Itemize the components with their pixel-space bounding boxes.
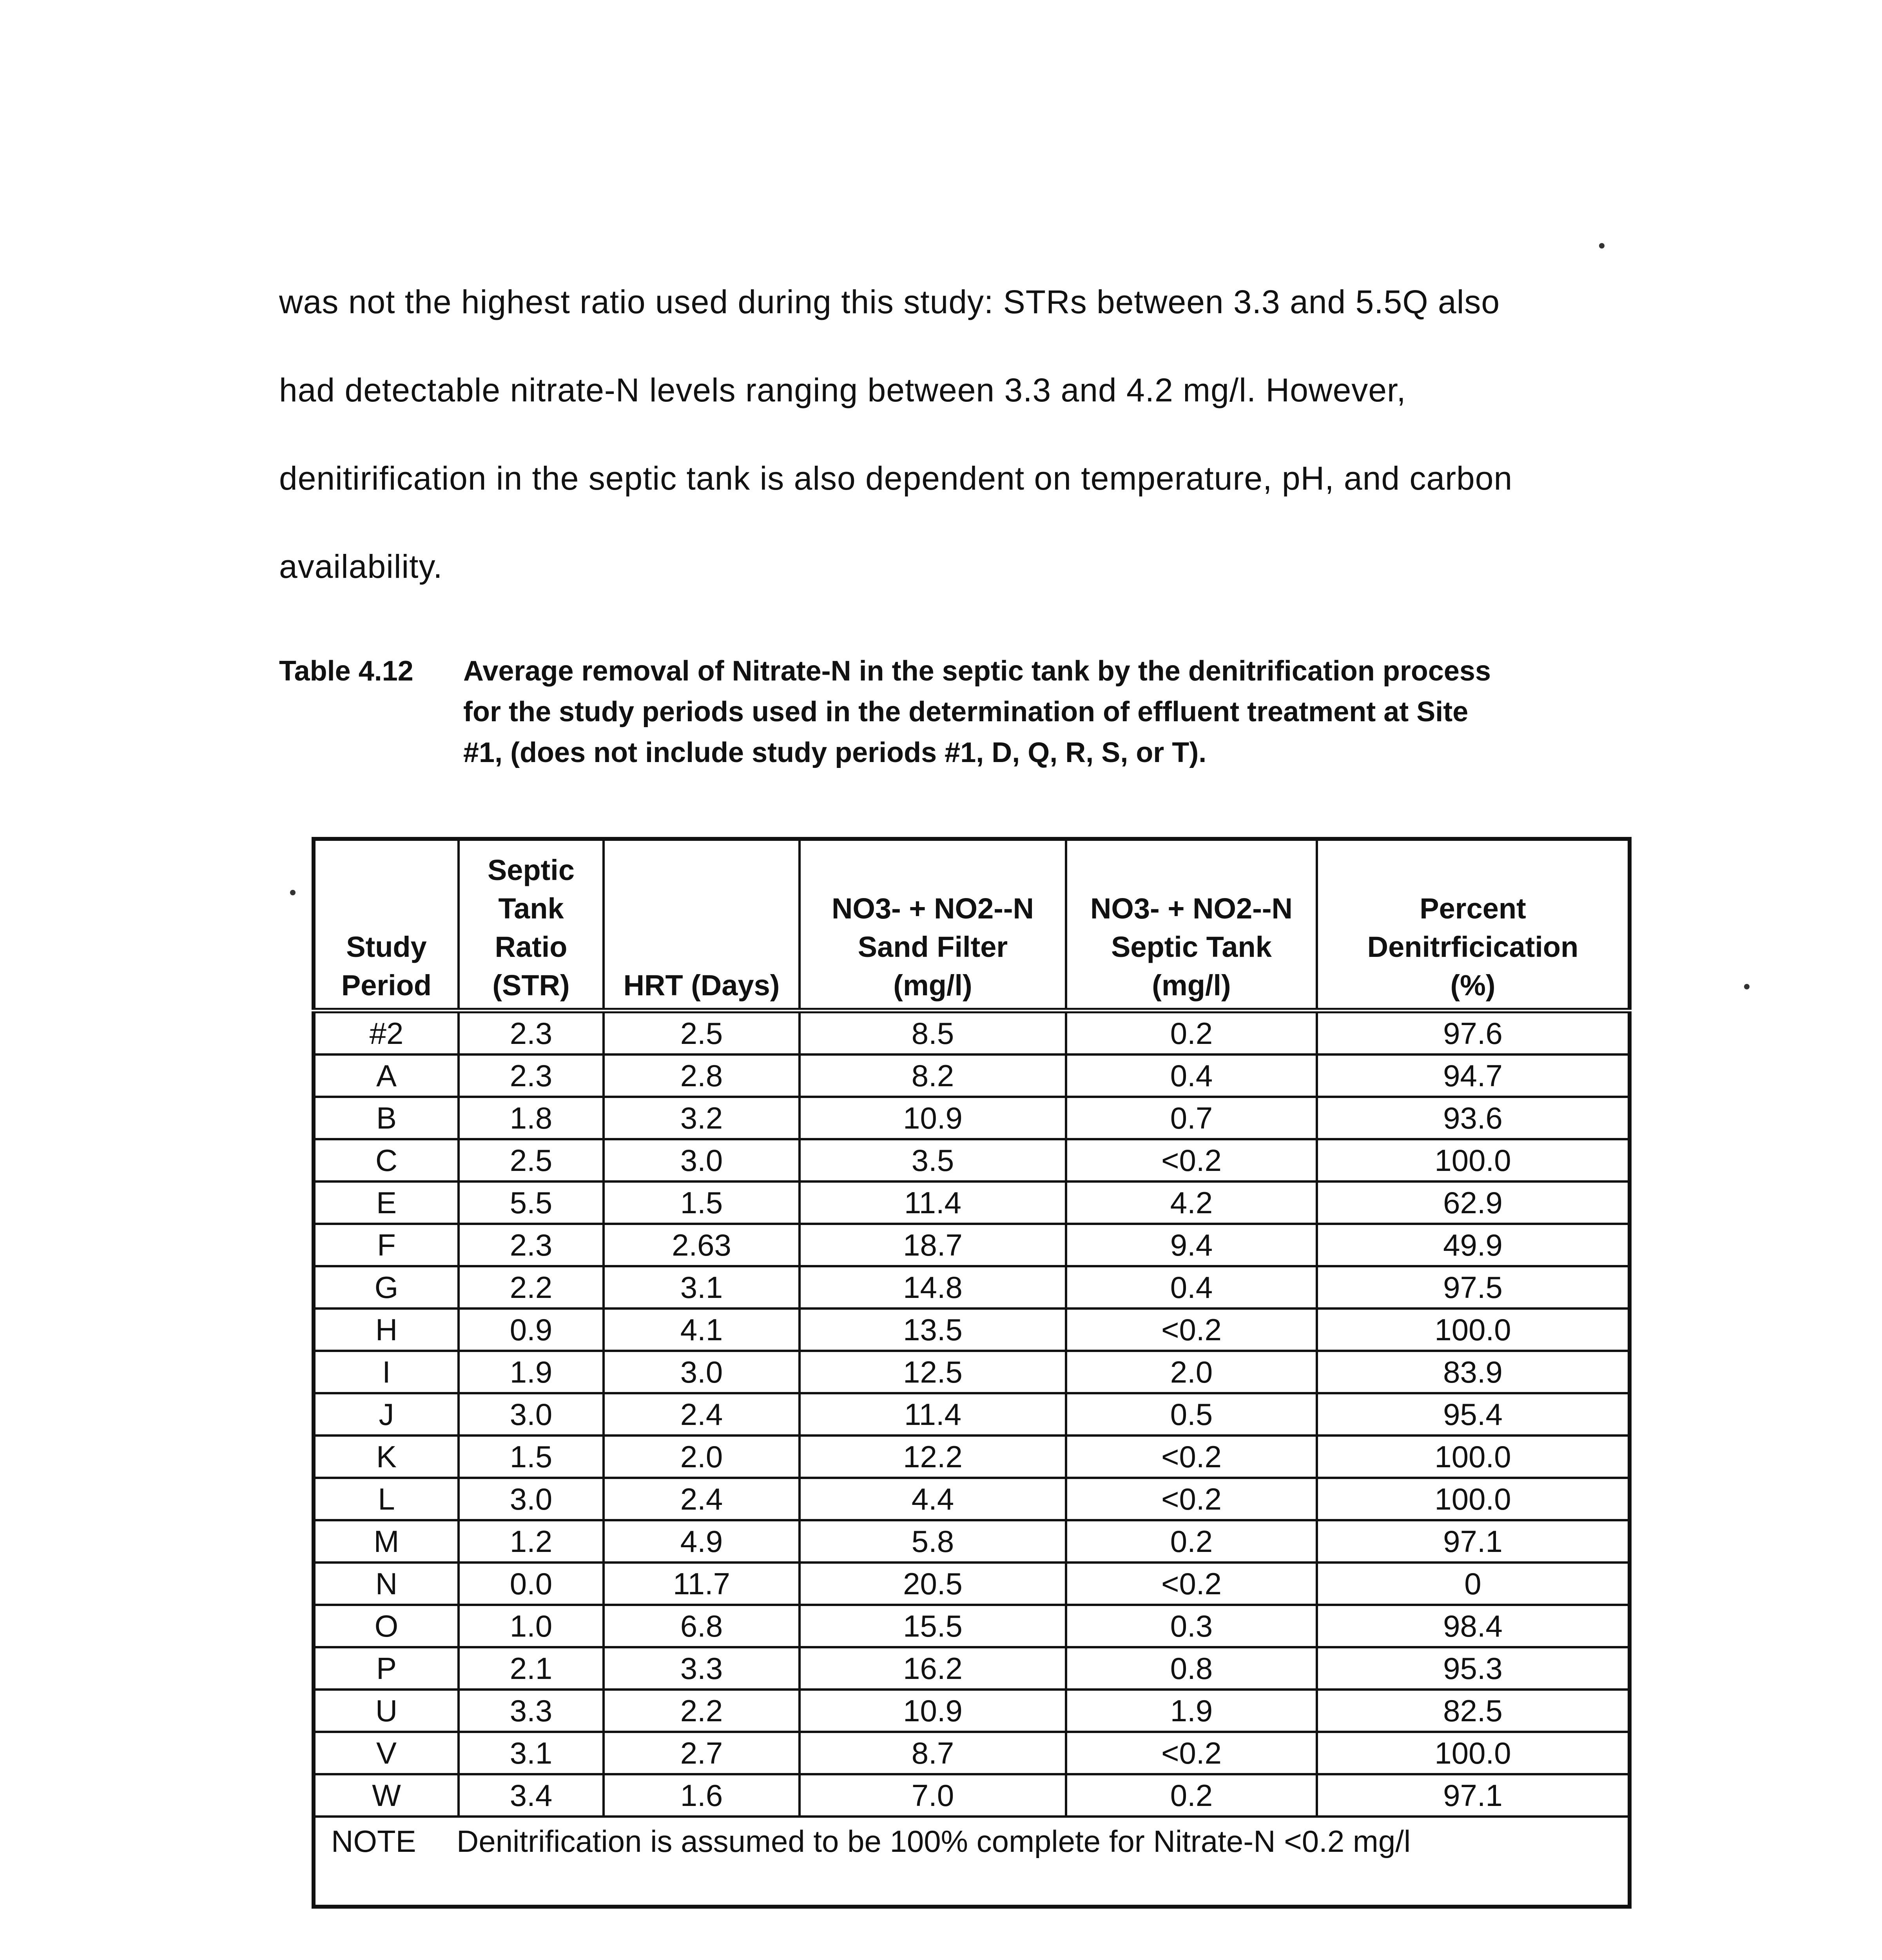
cell-septic-tank: 0.7 bbox=[1066, 1097, 1317, 1139]
scan-speck bbox=[1599, 243, 1605, 249]
cell-str: 5.5 bbox=[459, 1181, 604, 1224]
cell-study-period: H bbox=[314, 1308, 459, 1351]
caption-line: #1, (does not include study periods #1, D, Q, R, S, or T). bbox=[463, 737, 1207, 768]
paragraph-top-line: had detectable nitrate-N levels ranging between 3.3 and 4.2 mg/l. However, bbox=[279, 372, 1406, 408]
cell-percent: 62.9 bbox=[1317, 1181, 1630, 1224]
table-row bbox=[314, 1732, 1630, 1774]
table-header-row bbox=[314, 839, 1630, 1011]
header-line: HRT (Days) bbox=[623, 969, 780, 1002]
cell-study-period: C bbox=[314, 1139, 459, 1181]
cell-study-period: W bbox=[314, 1774, 459, 1817]
cell-hrt: 3.0 bbox=[604, 1351, 800, 1393]
cell-str: 2.5 bbox=[459, 1139, 604, 1181]
cell-hrt: 2.5 bbox=[604, 1011, 800, 1054]
cell-study-period: M bbox=[314, 1520, 459, 1563]
header-sand-filter bbox=[800, 839, 1066, 1011]
cell-septic-tank: 2.0 bbox=[1066, 1351, 1317, 1393]
table-row bbox=[314, 1478, 1630, 1520]
cell-septic-tank: 0.3 bbox=[1066, 1605, 1317, 1647]
caption-line: for the study periods used in the determination of effluent treatment at Site bbox=[463, 696, 1469, 728]
cell-study-period: K bbox=[314, 1436, 459, 1478]
caption-line: Average removal of Nitrate-N in the septic tank by the denitrification process bbox=[463, 655, 1491, 687]
header-line: Ratio bbox=[495, 931, 568, 963]
cell-septic-tank: 4.2 bbox=[1066, 1181, 1317, 1224]
cell-study-period: G bbox=[314, 1266, 459, 1308]
cell-percent: 97.6 bbox=[1317, 1011, 1630, 1054]
header-line: (mg/l) bbox=[893, 969, 972, 1002]
cell-sand-filter: 11.4 bbox=[800, 1181, 1066, 1224]
cell-str: 2.3 bbox=[459, 1224, 604, 1266]
cell-str: 0.0 bbox=[459, 1563, 604, 1605]
table-row bbox=[314, 1097, 1630, 1139]
header-line: Sand Filter bbox=[858, 931, 1008, 963]
cell-hrt: 4.9 bbox=[604, 1520, 800, 1563]
cell-percent: 97.5 bbox=[1317, 1266, 1630, 1308]
cell-percent: 82.5 bbox=[1317, 1690, 1630, 1732]
cell-septic-tank: <0.2 bbox=[1066, 1732, 1317, 1774]
paragraph-top-line: denitirification in the septic tank is also dependent on temperature, pH, and carbon bbox=[279, 460, 1513, 497]
cell-study-period: E bbox=[314, 1181, 459, 1224]
note-label: NOTE bbox=[331, 1824, 416, 1858]
cell-str: 3.4 bbox=[459, 1774, 604, 1817]
cell-str: 2.2 bbox=[459, 1266, 604, 1308]
cell-str: 2.3 bbox=[459, 1054, 604, 1097]
cell-str: 1.0 bbox=[459, 1605, 604, 1647]
scan-speck bbox=[290, 890, 296, 895]
cell-hrt: 2.0 bbox=[604, 1436, 800, 1478]
cell-str: 1.9 bbox=[459, 1351, 604, 1393]
cell-sand-filter: 8.2 bbox=[800, 1054, 1066, 1097]
table-row bbox=[314, 1647, 1630, 1690]
cell-sand-filter: 3.5 bbox=[800, 1139, 1066, 1181]
cell-sand-filter: 10.9 bbox=[800, 1097, 1066, 1139]
header-line: Septic Tank bbox=[1111, 931, 1272, 963]
cell-sand-filter: 15.5 bbox=[800, 1605, 1066, 1647]
cell-study-period: O bbox=[314, 1605, 459, 1647]
cell-hrt: 3.1 bbox=[604, 1266, 800, 1308]
cell-sand-filter: 20.5 bbox=[800, 1563, 1066, 1605]
cell-str: 3.1 bbox=[459, 1732, 604, 1774]
header-line: NO3- + NO2--N bbox=[1090, 892, 1293, 925]
header-line: (STR) bbox=[492, 969, 570, 1002]
table-caption bbox=[279, 651, 1674, 773]
cell-str: 1.2 bbox=[459, 1520, 604, 1563]
header-line: Septic bbox=[487, 854, 575, 886]
cell-study-period: J bbox=[314, 1393, 459, 1436]
table-row bbox=[314, 1774, 1630, 1817]
cell-septic-tank: <0.2 bbox=[1066, 1478, 1317, 1520]
cell-sand-filter: 7.0 bbox=[800, 1774, 1066, 1817]
table-body bbox=[314, 1011, 1630, 1817]
scan-speck bbox=[1744, 984, 1750, 989]
cell-sand-filter: 14.8 bbox=[800, 1266, 1066, 1308]
cell-percent: 83.9 bbox=[1317, 1351, 1630, 1393]
cell-sand-filter: 12.5 bbox=[800, 1351, 1066, 1393]
cell-sand-filter: 8.7 bbox=[800, 1732, 1066, 1774]
cell-septic-tank: <0.2 bbox=[1066, 1139, 1317, 1181]
cell-hrt: 11.7 bbox=[604, 1563, 800, 1605]
cell-sand-filter: 16.2 bbox=[800, 1647, 1066, 1690]
cell-hrt: 2.4 bbox=[604, 1393, 800, 1436]
cell-study-period: N bbox=[314, 1563, 459, 1605]
cell-study-period: L bbox=[314, 1478, 459, 1520]
cell-study-period: U bbox=[314, 1690, 459, 1732]
table-row bbox=[314, 1308, 1630, 1351]
cell-str: 0.9 bbox=[459, 1308, 604, 1351]
cell-septic-tank: 9.4 bbox=[1066, 1224, 1317, 1266]
cell-percent: 97.1 bbox=[1317, 1520, 1630, 1563]
cell-str: 1.5 bbox=[459, 1436, 604, 1478]
cell-percent: 100.0 bbox=[1317, 1308, 1630, 1351]
cell-percent: 49.9 bbox=[1317, 1224, 1630, 1266]
cell-study-period: B bbox=[314, 1097, 459, 1139]
header-line: NO3- + NO2--N bbox=[831, 892, 1034, 925]
header-line: Period bbox=[341, 969, 432, 1002]
cell-sand-filter: 18.7 bbox=[800, 1224, 1066, 1266]
cell-septic-tank: 0.5 bbox=[1066, 1393, 1317, 1436]
cell-str: 1.8 bbox=[459, 1097, 604, 1139]
cell-septic-tank: 1.9 bbox=[1066, 1690, 1317, 1732]
header-line: Denitrficication bbox=[1367, 931, 1579, 963]
header-line: Percent bbox=[1420, 892, 1526, 925]
cell-study-period: P bbox=[314, 1647, 459, 1690]
cell-hrt: 3.0 bbox=[604, 1139, 800, 1181]
table-row bbox=[314, 1266, 1630, 1308]
header-hrt bbox=[604, 839, 800, 1011]
cell-hrt: 2.8 bbox=[604, 1054, 800, 1097]
cell-percent: 100.0 bbox=[1317, 1732, 1630, 1774]
caption-label: Table 4.12 bbox=[279, 655, 413, 687]
table-row bbox=[314, 1436, 1630, 1478]
header-line: (mg/l) bbox=[1152, 969, 1231, 1002]
header-septic-tank bbox=[1066, 839, 1317, 1011]
cell-str: 2.3 bbox=[459, 1011, 604, 1054]
cell-str: 3.3 bbox=[459, 1690, 604, 1732]
paragraph-top-line: was not the highest ratio used during this study: STRs between 3.3 and 5.5Q also bbox=[279, 283, 1500, 320]
cell-hrt: 6.8 bbox=[604, 1605, 800, 1647]
cell-hrt: 2.4 bbox=[604, 1478, 800, 1520]
header-str bbox=[459, 839, 604, 1011]
cell-sand-filter: 13.5 bbox=[800, 1308, 1066, 1351]
header-study-period bbox=[314, 839, 459, 1011]
cell-septic-tank: <0.2 bbox=[1066, 1308, 1317, 1351]
cell-percent: 98.4 bbox=[1317, 1605, 1630, 1647]
table-row bbox=[314, 1393, 1630, 1436]
cell-study-period: #2 bbox=[314, 1011, 459, 1054]
cell-hrt: 3.3 bbox=[604, 1647, 800, 1690]
cell-sand-filter: 4.4 bbox=[800, 1478, 1066, 1520]
table-note-row bbox=[314, 1817, 1630, 1907]
header-line: Tank bbox=[498, 892, 564, 925]
cell-percent: 93.6 bbox=[1317, 1097, 1630, 1139]
cell-percent: 100.0 bbox=[1317, 1436, 1630, 1478]
cell-study-period: V bbox=[314, 1732, 459, 1774]
paragraph-top-line: availability. bbox=[279, 548, 443, 585]
table-row bbox=[314, 1605, 1630, 1647]
table-row bbox=[314, 1011, 1630, 1054]
table-row bbox=[314, 1690, 1630, 1732]
cell-percent: 0 bbox=[1317, 1563, 1630, 1605]
cell-septic-tank: 0.4 bbox=[1066, 1054, 1317, 1097]
cell-hrt: 2.7 bbox=[604, 1732, 800, 1774]
header-line: (%) bbox=[1450, 969, 1496, 1002]
note-text: Denitrification is assumed to be 100% complete for Nitrate-N <0.2 mg/l bbox=[457, 1824, 1411, 1858]
denitrification-table bbox=[312, 837, 1632, 1909]
table-row bbox=[314, 1520, 1630, 1563]
cell-hrt: 1.5 bbox=[604, 1181, 800, 1224]
cell-study-period: A bbox=[314, 1054, 459, 1097]
table-row bbox=[314, 1563, 1630, 1605]
cell-sand-filter: 5.8 bbox=[800, 1520, 1066, 1563]
cell-study-period: I bbox=[314, 1351, 459, 1393]
cell-percent: 100.0 bbox=[1317, 1478, 1630, 1520]
table-row bbox=[314, 1139, 1630, 1181]
cell-septic-tank: <0.2 bbox=[1066, 1563, 1317, 1605]
cell-str: 3.0 bbox=[459, 1478, 604, 1520]
cell-septic-tank: 0.2 bbox=[1066, 1520, 1317, 1563]
table-row bbox=[314, 1054, 1630, 1097]
cell-hrt: 4.1 bbox=[604, 1308, 800, 1351]
cell-percent: 94.7 bbox=[1317, 1054, 1630, 1097]
denitrification-table-wrap bbox=[312, 837, 1628, 1935]
cell-sand-filter: 10.9 bbox=[800, 1690, 1066, 1732]
cell-sand-filter: 8.5 bbox=[800, 1011, 1066, 1054]
cell-septic-tank: 0.4 bbox=[1066, 1266, 1317, 1308]
cell-hrt: 2.63 bbox=[604, 1224, 800, 1266]
cell-sand-filter: 12.2 bbox=[800, 1436, 1066, 1478]
table-row bbox=[314, 1181, 1630, 1224]
cell-hrt: 2.2 bbox=[604, 1690, 800, 1732]
cell-percent: 95.4 bbox=[1317, 1393, 1630, 1436]
header-percent-denitrification bbox=[1317, 839, 1630, 1011]
cell-percent: 97.1 bbox=[1317, 1774, 1630, 1817]
cell-percent: 100.0 bbox=[1317, 1139, 1630, 1181]
cell-sand-filter: 11.4 bbox=[800, 1393, 1066, 1436]
cell-septic-tank: 0.8 bbox=[1066, 1647, 1317, 1690]
cell-str: 2.1 bbox=[459, 1647, 604, 1690]
cell-septic-tank: <0.2 bbox=[1066, 1436, 1317, 1478]
table-row bbox=[314, 1224, 1630, 1266]
cell-study-period: F bbox=[314, 1224, 459, 1266]
cell-septic-tank: 0.2 bbox=[1066, 1774, 1317, 1817]
cell-hrt: 3.2 bbox=[604, 1097, 800, 1139]
cell-str: 3.0 bbox=[459, 1393, 604, 1436]
table-row bbox=[314, 1351, 1630, 1393]
cell-percent: 95.3 bbox=[1317, 1647, 1630, 1690]
header-line: Study bbox=[346, 931, 427, 963]
cell-septic-tank: 0.2 bbox=[1066, 1011, 1317, 1054]
cell-hrt: 1.6 bbox=[604, 1774, 800, 1817]
table-note bbox=[314, 1817, 1630, 1907]
